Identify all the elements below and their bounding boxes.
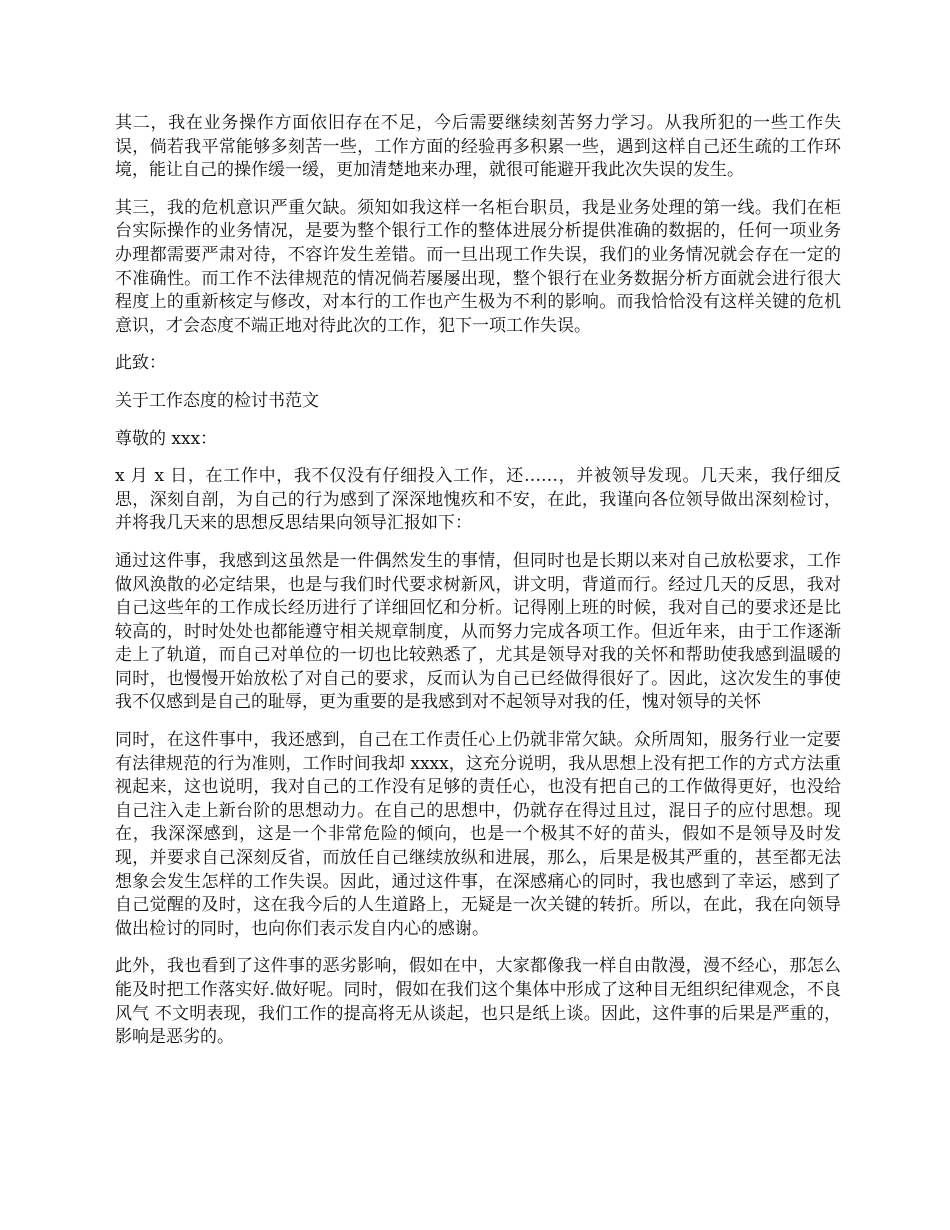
paragraph-reflection: 通过这件事，我感到这虽然是一件偶然发生的事情，但同时也是长期以来对自己放松要求，工作做风涣散的必定结果，也是与我们时代要求树新风，讲文明，背道而行。经过几天的反思，我对自己这些年的工作成长经历进行了详细回忆和分析。记得刚上班的时候，我对自己的要求还是比较高的，时时处处也都能遵守相关规章制度，从而努力完成各项工作。但近年来，由于工作逐渐走上了轨道，而自己对单位的一切也比较熟悉了，尤其是领导对我的关怀和帮助使我感到温暖的同时，也慢慢开始放松了对自己的要求，反而认为自己已经做得很好了。因此，这次发生的事使我不仅感到是自己的耻辱，更为重要的是我感到对不起领导对我的任，愧对领导的关怀 bbox=[115, 550, 841, 713]
document-heading: 关于工作态度的检讨书范文 bbox=[115, 390, 319, 411]
closing-salutation: 此致： bbox=[115, 353, 166, 374]
paragraph-consequences: 此外，我也看到了这件事的恶劣影响，假如在中，大家都像我一样自由散漫，漫不经心，那怎么能及时把工作落实好.做好呢。同时，假如在我们这个集体中形成了这种目无组织纪律观念，不良风气 不文明表现，我们工作的提高将无从谈起，也只是纸上谈。因此，这件事的后果是严重的，影响是恶劣的。 bbox=[115, 956, 841, 1048]
paragraph-second-point: 其二，我在业务操作方面依旧存在不足，今后需要继续刻苦努力学习。从我所犯的一些工作失误，倘若我平常能够多刻苦一些，工作方面的经验再多积累一些，遇到这样自己还生疏的工作环境，能让自己的操作缓一缓，更加清楚地来办理，就很可能避开我此次失误的发生。 bbox=[115, 113, 841, 181]
paragraph-intro: x 月 x 日，在工作中，我不仅没有仔细投入工作，还……，并被领导发现。几天来，我仔细反思，深刻自剖，为自己的行为感到了深深地愧疚和不安，在此，我谨向各位领导做出深刻检讨，并将我几天来的思想反思结果向领导汇报如下： bbox=[115, 466, 841, 534]
paragraph-third-point: 其三，我的危机意识严重欠缺。须知如我这样一名柜台职员，我是业务处理的第一线。我们在柜台实际操作的业务情况，是要为整个银行工作的整体进展分析提供准确的数据的，任何一项业务办理都需要严肃对待，不容许发生差错。而一旦出现工作失误，我们的业务情况就会存在一定的不准确性。而工作不法律规范的情况倘若屡屡出现，整个银行在业务数据分析方面就会进行很大程度上的重新核定与修改，对本行的工作也产生极为不利的影响。而我恰恰没有这样关键的危机意识，才会态度不端正地对待此次的工作，犯下一项工作失误。 bbox=[115, 197, 841, 336]
document-body bbox=[115, 112, 841, 1064]
paragraph-responsibility: 同时，在这件事中，我还感到，自己在工作责任心上仍就非常欠缺。众所周知，服务行业一定要有法律规范的行为准则，工作时间我却 xxxx，这充分说明，我从思想上没有把工作的方式方法重视起来，这也说明，我对自己的工作没有足够的责任心，也没有把自己的工作做得更好，也没给自己注入走上新台阶的思想动力。在自己的思想中，仍就存在得过且过，混日子的应付思想。现在，我深深感到，这是一个非常危险的倾向，也是一个极其不好的苗头，假如不是领导及时发现，并要求自己深刻反省，而放任自己继续放纵和进展，那么，后果是极其严重的，甚至都无法想象会发生怎样的工作失误。因此，通过这件事，在深感痛心的同时，我也感到了幸运，感到了自己觉醒的及时，这在我今后的人生道路上，无疑是一次关键的转折。所以，在此，我在向领导做出检讨的同时，也向你们表示发自内心的感谢。 bbox=[115, 730, 841, 939]
greeting-line: 尊敬的 xxx： bbox=[115, 428, 218, 449]
